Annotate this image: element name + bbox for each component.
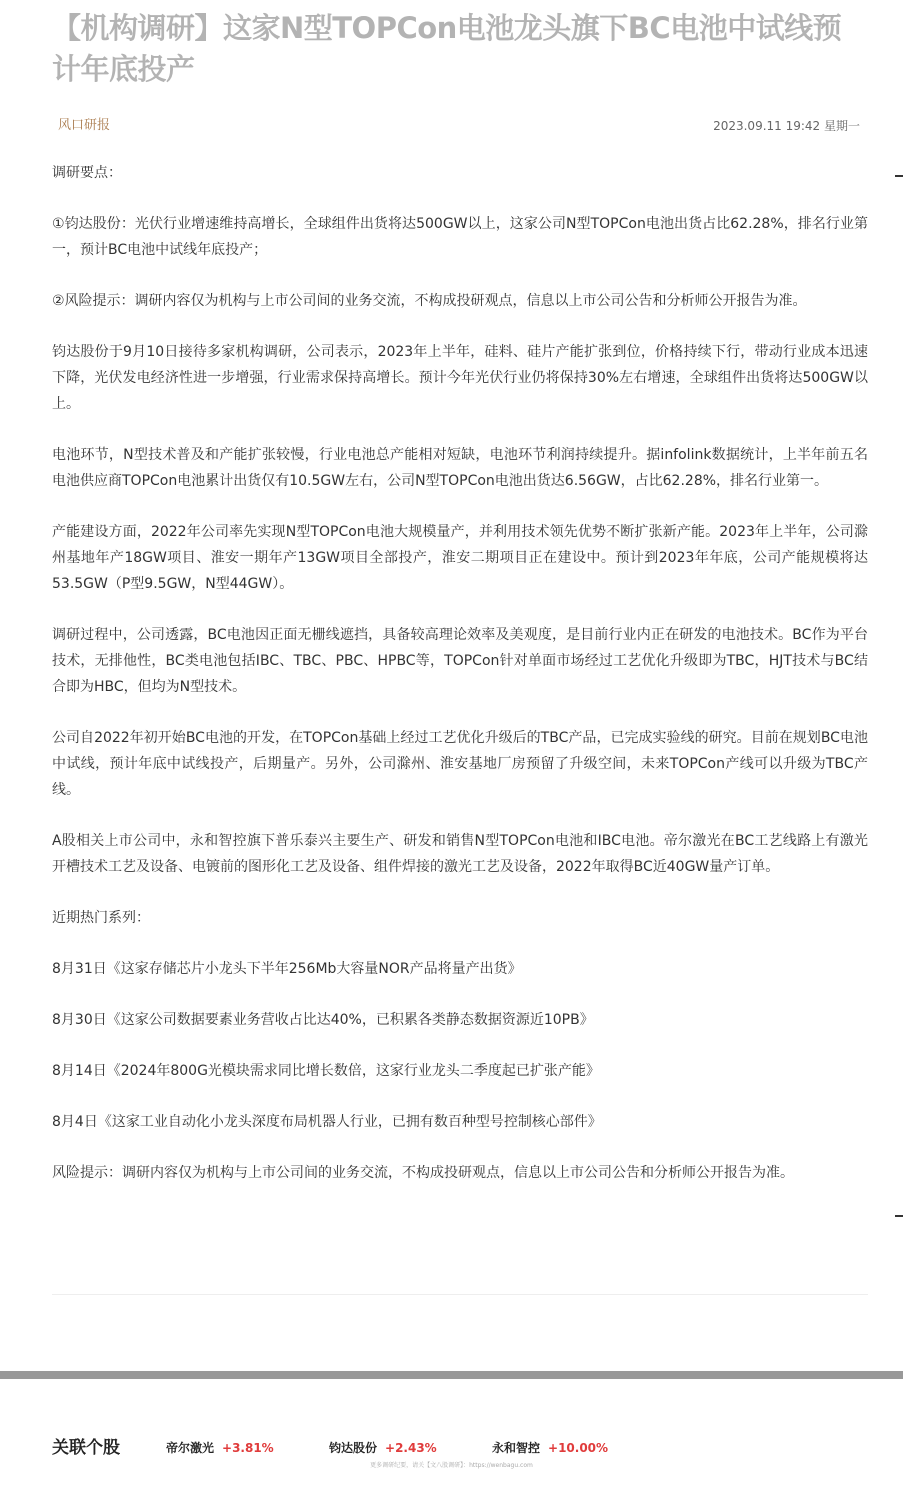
paragraph-risk-notice: 风险提示：调研内容仅为机构与上市公司间的业务交流，不构成投研观点，信息以上市公司公告和分析师公开报告为准。: [52, 1165, 794, 1181]
footer-watermark-note: 更多调研纪要，请关【文八股调研】：https://wenbagu.com: [370, 1462, 533, 1469]
stock-item[interactable]: [166, 1436, 274, 1460]
hot-series-link[interactable]: 8月31日《这家存储芯片小龙头下半年256Mb大容量NOR产品将量产出货》: [52, 961, 522, 977]
stock-change: +3.81%: [222, 1441, 274, 1455]
scroll-marker: [895, 1215, 903, 1217]
stock-item[interactable]: [492, 1436, 608, 1460]
article-title: 【机构调研】这家N型TOPCon电池龙头旗下BC电池中试线预计年底投产: [52, 11, 842, 86]
stock-name: 钧达股份: [329, 1441, 378, 1455]
related-stocks-title: 关联个股: [52, 1438, 120, 1458]
paragraph-related-companies: A股相关上市公司中，永和智控旗下普乐泰兴主要生产、研发和销售N型TOPCon电池和IBC电池。帝尔激光在BC工艺线路上有激光开槽技术工艺及设备、电镀前的图形化工艺及设备、组件焊接的激光工艺及设备，2022年取得BC近40GW量产订单。: [52, 833, 868, 875]
stock-item[interactable]: [329, 1436, 437, 1460]
article-meta: [52, 116, 860, 136]
stock-name: 永和智控: [492, 1441, 541, 1455]
scroll-marker: [895, 175, 903, 177]
article: [52, 0, 868, 1181]
paragraph-bc-tech: 调研过程中，公司透露，BC电池因正面无栅线遮挡，具备较高理论效率及美观度，是目前行业内正在研发的电池技术。BC作为平台技术，无排他性，BC类电池包括IBC、TBC、PBC、HPBC等，TOPCon针对单面市场经过工艺优化升级即为TBC，HJT技术与BC结合即为HBC，但均为N型技术。: [52, 627, 868, 695]
hot-series-link[interactable]: 8月4日《这家工业自动化小龙头深度布局机器人行业，已拥有数百种型号控制核心部件》: [52, 1114, 602, 1130]
paragraph-point-2: ②风险提示：调研内容仅为机构与上市公司间的业务交流，不构成投研观点，信息以上市公司公告和分析师公开报告为准。: [52, 293, 807, 309]
section-separator-bar: [0, 1371, 903, 1379]
article-body: [52, 160, 868, 1211]
article-datetime: 2023.09.11 19:42 星期一: [713, 119, 860, 133]
stock-change: +10.00%: [548, 1441, 609, 1455]
paragraph-point-1: ①钧达股份：光伏行业增速维持高增长，全球组件出货将达500GW以上，这家公司N型TOPCon电池出货占比62.28%，排名行业第一，预计BC电池中试线年底投产；: [52, 216, 868, 258]
paragraph-industry: 钧达股份于9月10日接待多家机构调研，公司表示，2023年上半年，硅料、硅片产能扩张到位，价格持续下行，带动行业成本迅速下降，光伏发电经济性进一步增强，行业需求保持高增长。预计今年光伏行业仍将保持30%左右增速，全球组件出货将达500GW以上。: [52, 344, 868, 412]
stock-name: 帝尔激光: [166, 1441, 215, 1455]
paragraph-summary-heading: 调研要点：: [52, 165, 122, 181]
related-stocks: [52, 1436, 872, 1460]
paragraph-bc-development: 公司自2022年初开始BC电池的开发，在TOPCon基础上经过工艺优化升级后的TBC产品，已完成实验线的研究。目前在规划BC电池中试线，预计年底中试线投产，后期量产。另外，公司滁州、淮安基地厂房预留了升级空间，未来TOPCon产线可以升级为TBC产线。: [52, 730, 868, 798]
article-source[interactable]: 风口研报: [58, 118, 111, 133]
stock-change: +2.43%: [385, 1441, 437, 1455]
paragraph-cell-segment: 电池环节，N型技术普及和产能扩张较慢，行业电池总产能相对短缺，电池环节利润持续提升。据infolink数据统计，上半年前五名电池供应商TOPCon电池累计出货仅有10.5GW左右，公司N型TOPCon电池出货达6.56GW，占比62.28%，排名行业第一。: [52, 447, 868, 489]
paragraph-capacity: 产能建设方面，2022年公司率先实现N型TOPCon电池大规模量产，并利用技术领先优势不断扩张新产能。2023年上半年，公司滁州基地年产18GW项目、淮安一期年产13GW项目全部投产，淮安二期项目正在建设中。预计到2023年年底，公司产能规模将达53.5GW（P型9.5GW，N型44GW）。: [52, 524, 868, 592]
paragraph-hot-series-heading: 近期热门系列：: [52, 910, 150, 926]
hot-series-link[interactable]: 8月14日《2024年800G光模块需求同比增长数倍，这家行业龙头二季度起已扩张产能》: [52, 1063, 600, 1079]
hot-series-link[interactable]: 8月30日《这家公司数据要素业务营收占比达40%，已积累各类静态数据资源近10PB》: [52, 1012, 594, 1028]
section-divider: [52, 1294, 868, 1295]
